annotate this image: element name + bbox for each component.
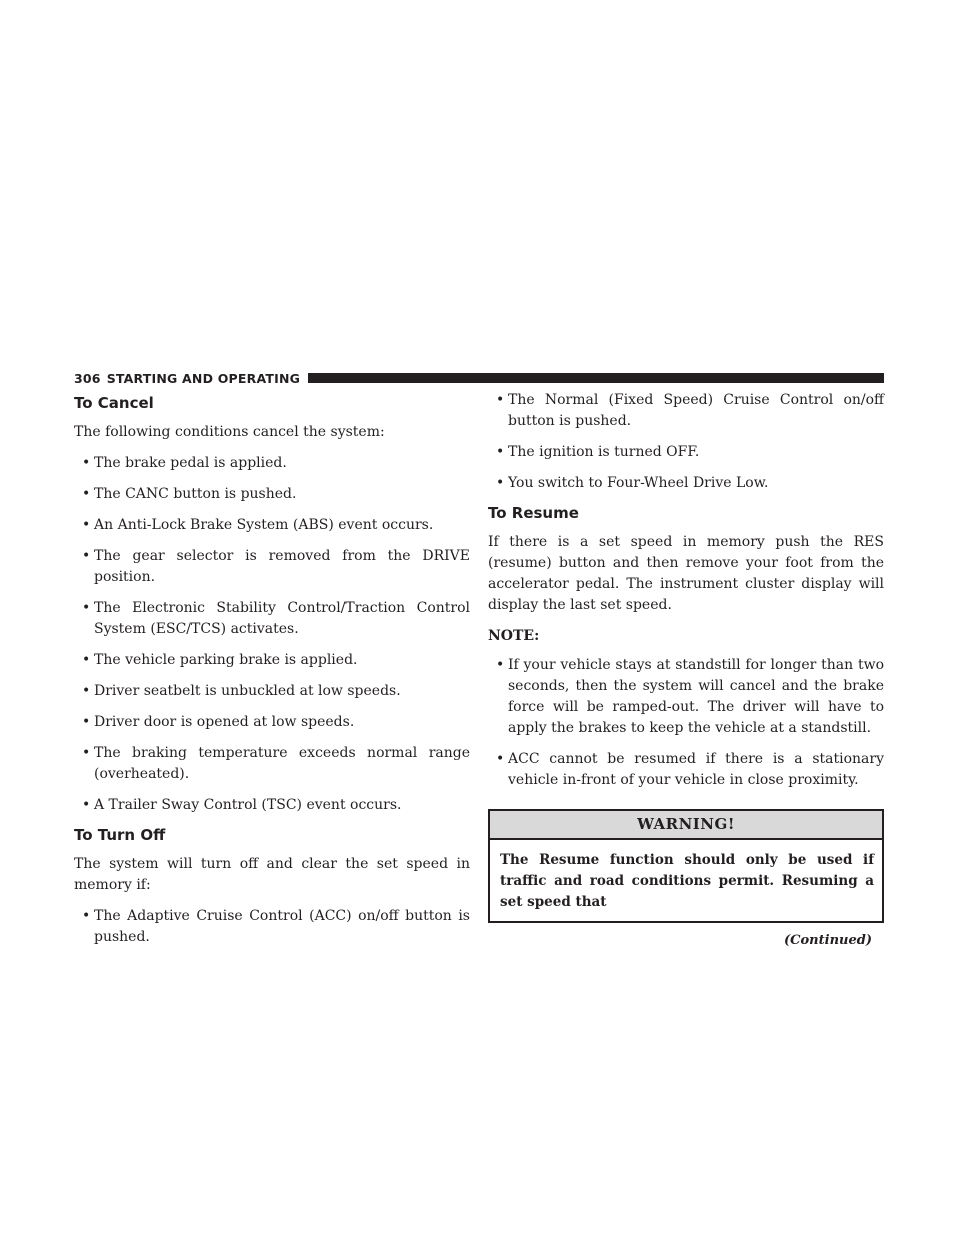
bullet-icon: • — [82, 652, 91, 668]
heading-to-cancel: To Cancel — [74, 394, 154, 412]
list-item: • The Electronic Stability Control/Traction Control System (ESC/TCS) activates. — [82, 600, 470, 637]
list-item: • Driver door is opened at low speeds. — [74, 712, 470, 733]
warning-title: WARNING! — [490, 811, 882, 840]
bullet-icon: • — [82, 797, 91, 813]
list-item: • An Anti-Lock Brake System (ABS) event occurs. — [74, 515, 470, 536]
bullet-icon: • — [82, 714, 91, 730]
page-header — [74, 370, 884, 386]
list-item: • Driver seatbelt is unbuckled at low speeds. — [74, 681, 470, 702]
turn-off-list — [74, 906, 470, 948]
list-item: • ACC cannot be resumed if there is a stationary vehicle in-front of your vehicle in close proximity. — [496, 751, 884, 788]
list-item: • The ignition is turned OFF. — [488, 442, 884, 463]
continued-label: (Continued) — [784, 933, 872, 948]
turn-off-intro: The system will turn off and clear the set speed in memory if: — [74, 856, 470, 893]
header-rule — [308, 373, 884, 383]
warning-body: The Resume function should only be used if traffic and road conditions permit. Resuming a set speed that — [500, 852, 874, 910]
left-column — [74, 390, 470, 958]
bullet-icon: • — [82, 486, 91, 502]
note-list — [488, 655, 884, 791]
heading-to-resume: To Resume — [488, 504, 579, 522]
right-column — [488, 390, 884, 948]
bullet-icon: • — [496, 444, 505, 460]
bullet-icon: • — [82, 455, 91, 471]
list-item: • A Trailer Sway Control (TSC) event occurs. — [74, 795, 470, 816]
list-item: • The CANC button is pushed. — [74, 484, 470, 505]
cancel-list — [74, 453, 470, 816]
list-item: • The Adaptive Cruise Control (ACC) on/off button is pushed. — [82, 908, 470, 945]
heading-to-turn-off: To Turn Off — [74, 826, 166, 844]
page-number: 306 — [74, 370, 101, 386]
bullet-icon: • — [82, 548, 91, 564]
bullet-icon: • — [82, 517, 91, 533]
bullet-icon: • — [496, 392, 505, 408]
list-item: • The Normal (Fixed Speed) Cruise Control on/off button is pushed. — [496, 392, 884, 429]
bullet-icon: • — [496, 657, 505, 673]
warning-box — [488, 809, 884, 923]
list-item: • The braking temperature exceeds normal range (overheated). — [82, 745, 470, 782]
resume-body: If there is a set speed in memory push the RES (resume) button and then remove your foot from the accelerator pedal. The instrument cluster display will display the last set speed. — [488, 534, 884, 613]
list-item: • If your vehicle stays at standstill for longer than two seconds, then the system will cancel and the brake force will be ramped-out. The driver will have to apply the brakes to keep the vehicle at a standstill. — [496, 657, 884, 736]
bullet-icon: • — [82, 600, 91, 616]
section-title: STARTING AND OPERATING — [106, 370, 301, 386]
note-label: NOTE: — [488, 628, 540, 644]
turn-off-list-continued — [488, 390, 884, 494]
bullet-icon: • — [82, 745, 91, 761]
bullet-icon: • — [82, 683, 91, 699]
list-item: • The vehicle parking brake is applied. — [74, 650, 470, 671]
list-item: • You switch to Four-Wheel Drive Low. — [488, 473, 884, 494]
bullet-icon: • — [496, 751, 505, 767]
list-item: • The gear selector is removed from the DRIVE position. — [82, 548, 470, 585]
bullet-icon: • — [82, 908, 91, 924]
list-item: • The brake pedal is applied. — [74, 453, 470, 474]
cancel-intro: The following conditions cancel the system: — [74, 424, 385, 440]
bullet-icon: • — [496, 475, 505, 491]
